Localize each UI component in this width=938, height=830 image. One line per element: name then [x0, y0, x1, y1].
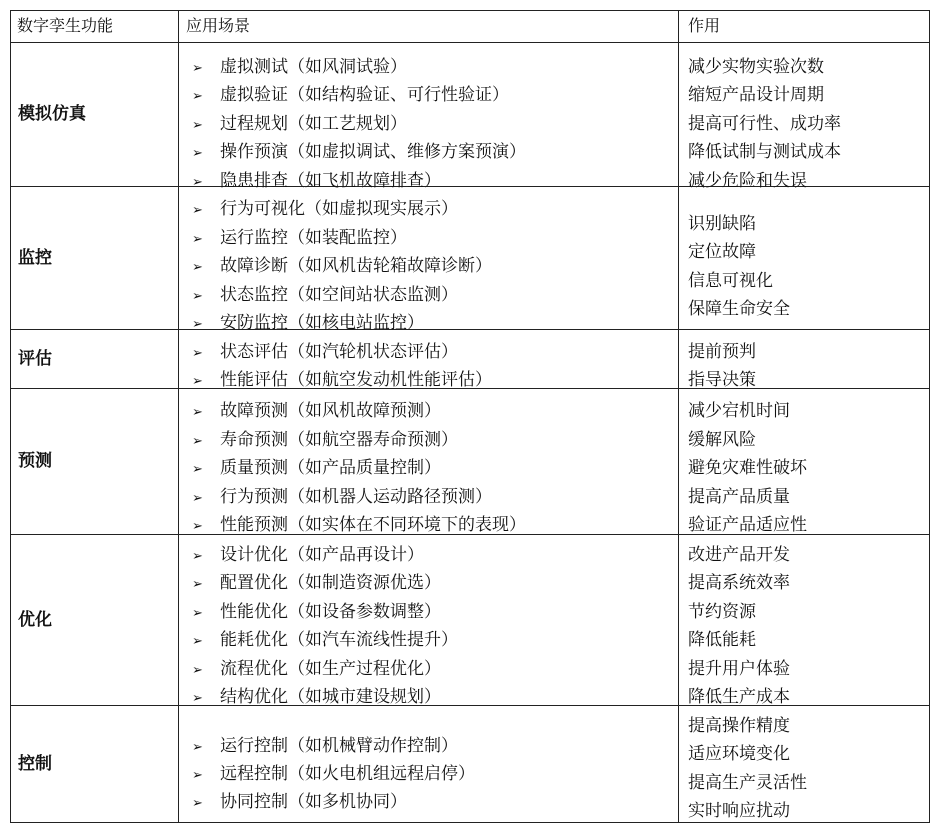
header-effect: 作用 [688, 16, 721, 35]
arrowhead-bullet-icon: ➢ [192, 663, 203, 678]
arrowhead-bullet-icon: ➢ [192, 146, 203, 161]
scenario-text: 性能优化（如设备参数调整） [220, 602, 441, 622]
arrowhead-bullet-icon: ➢ [192, 577, 203, 592]
function-cell: 评估 [18, 349, 52, 369]
effect-item: 节约资源 [688, 602, 756, 622]
scenario-text: 寿命预测（如航空器寿命预测） [220, 430, 458, 450]
arrowhead-bullet-icon: ➢ [192, 203, 203, 218]
function-cell: 模拟仿真 [18, 104, 86, 124]
scenario-item [192, 255, 492, 279]
effect-item: 避免灾难性破坏 [688, 458, 807, 478]
scenario-item [192, 341, 458, 365]
scenario-text: 隐患排查（如飞机故障排查） [220, 171, 441, 191]
scenario-item [192, 735, 458, 759]
arrowhead-bullet-icon: ➢ [192, 434, 203, 449]
digital-twin-table [10, 10, 930, 823]
arrowhead-bullet-icon: ➢ [192, 462, 203, 477]
effect-item: 验证产品适应性 [688, 515, 807, 535]
arrowhead-bullet-icon: ➢ [192, 374, 203, 389]
scenario-text: 虚拟验证（如结构验证、可行性验证） [220, 85, 509, 105]
arrowhead-bullet-icon: ➢ [192, 232, 203, 247]
scenario-text: 安防监控（如核电站监控） [220, 313, 424, 333]
table-border-left [10, 10, 11, 823]
scenario-item [192, 141, 526, 165]
effect-item: 定位故障 [688, 242, 756, 262]
header-function: 数字孪生功能 [17, 16, 114, 35]
function-cell: 优化 [18, 610, 52, 630]
scenario-text: 质量预测（如产品质量控制） [220, 458, 441, 478]
scenario-text: 远程控制（如火电机组远程启停） [220, 764, 475, 784]
arrowhead-bullet-icon: ➢ [192, 519, 203, 534]
scenario-item [192, 572, 441, 596]
arrowhead-bullet-icon: ➢ [192, 740, 203, 755]
scenario-item [192, 227, 407, 251]
arrowhead-bullet-icon: ➢ [192, 634, 203, 649]
scenario-text: 状态监控（如空间站状态监测） [220, 285, 458, 305]
effect-item: 提高操作精度 [688, 716, 790, 736]
scenario-text: 故障诊断（如风机齿轮箱故障诊断） [220, 256, 492, 276]
effect-item: 适应环境变化 [688, 744, 790, 764]
scenario-text: 协同控制（如多机协同） [220, 792, 407, 812]
effect-item: 降低试制与测试成本 [688, 142, 841, 162]
scenario-item [192, 429, 458, 453]
scenario-item [192, 284, 458, 308]
scenario-item [192, 544, 424, 568]
scenario-item [192, 763, 475, 787]
scenario-text: 操作预演（如虚拟调试、维修方案预演） [220, 142, 526, 162]
function-cell: 控制 [18, 754, 52, 774]
scenario-item [192, 658, 441, 682]
scenario-item [192, 686, 441, 710]
arrowhead-bullet-icon: ➢ [192, 317, 203, 332]
arrowhead-bullet-icon: ➢ [192, 606, 203, 621]
effect-item: 降低能耗 [688, 630, 756, 650]
arrowhead-bullet-icon: ➢ [192, 691, 203, 706]
scenario-item [192, 791, 407, 815]
table-border-top [10, 10, 930, 11]
scenario-text: 结构优化（如城市建设规划） [220, 687, 441, 707]
scenario-text: 运行监控（如装配监控） [220, 228, 407, 248]
scenario-item [192, 198, 458, 222]
table-border-right [929, 10, 930, 823]
scenario-item [192, 601, 441, 625]
arrowhead-bullet-icon: ➢ [192, 175, 203, 190]
arrowhead-bullet-icon: ➢ [192, 118, 203, 133]
effect-item: 提高可行性、成功率 [688, 114, 841, 134]
scenario-text: 设计优化（如产品再设计） [220, 545, 424, 565]
column-divider [178, 10, 179, 823]
scenario-item [192, 170, 441, 194]
column-divider [678, 10, 679, 823]
scenario-text: 状态评估（如汽轮机状态评估） [220, 342, 458, 362]
effect-item: 实时响应扰动 [688, 801, 790, 821]
function-cell: 预测 [18, 451, 52, 471]
arrowhead-bullet-icon: ➢ [192, 768, 203, 783]
header-scenario: 应用场景 [186, 16, 251, 35]
scenario-item [192, 113, 407, 137]
scenario-text: 虚拟测试（如风洞试验） [220, 57, 407, 77]
effect-item: 提高系统效率 [688, 573, 790, 593]
scenario-text: 运行控制（如机械臂动作控制） [220, 736, 458, 756]
arrowhead-bullet-icon: ➢ [192, 61, 203, 76]
scenario-item [192, 84, 509, 108]
scenario-text: 性能评估（如航空发动机性能评估） [220, 370, 492, 390]
scenario-text: 配置优化（如制造资源优选） [220, 573, 441, 593]
arrowhead-bullet-icon: ➢ [192, 405, 203, 420]
scenario-item [192, 369, 492, 393]
table-border-bottom [10, 822, 930, 823]
scenario-item [192, 56, 407, 80]
effect-item: 缩短产品设计周期 [688, 85, 824, 105]
scenario-text: 行为预测（如机器人运动路径预测） [220, 487, 492, 507]
effect-item: 减少实物实验次数 [688, 57, 824, 77]
arrowhead-bullet-icon: ➢ [192, 289, 203, 304]
effect-item: 识别缺陷 [688, 214, 756, 234]
effect-item: 保障生命安全 [688, 299, 790, 319]
arrowhead-bullet-icon: ➢ [192, 549, 203, 564]
scenario-text: 行为可视化（如虚拟现实展示） [220, 199, 458, 219]
arrowhead-bullet-icon: ➢ [192, 260, 203, 275]
effect-item: 降低生产成本 [688, 687, 790, 707]
scenario-text: 能耗优化（如汽车流线性提升） [220, 630, 458, 650]
scenario-item [192, 400, 441, 424]
effect-item: 改进产品开发 [688, 545, 790, 565]
arrowhead-bullet-icon: ➢ [192, 796, 203, 811]
arrowhead-bullet-icon: ➢ [192, 89, 203, 104]
scenario-item [192, 629, 458, 653]
row-divider [10, 705, 930, 706]
scenario-item [192, 312, 424, 336]
scenario-text: 流程优化（如生产过程优化） [220, 659, 441, 679]
effect-item: 信息可视化 [688, 271, 773, 291]
effect-item: 提前预判 [688, 342, 756, 362]
scenario-text: 故障预测（如风机故障预测） [220, 401, 441, 421]
effect-item: 指导决策 [688, 370, 756, 390]
arrowhead-bullet-icon: ➢ [192, 346, 203, 361]
header-divider [10, 42, 930, 43]
effect-item: 提高生产灵活性 [688, 773, 807, 793]
row-divider [10, 329, 930, 330]
effect-item: 减少危险和失误 [688, 171, 807, 191]
scenario-text: 过程规划（如工艺规划） [220, 114, 407, 134]
effect-item: 提升用户体验 [688, 659, 790, 679]
scenario-item [192, 486, 492, 510]
scenario-item [192, 457, 441, 481]
function-cell: 监控 [18, 248, 52, 268]
effect-item: 提高产品质量 [688, 487, 790, 507]
effect-item: 减少宕机时间 [688, 401, 790, 421]
arrowhead-bullet-icon: ➢ [192, 491, 203, 506]
scenario-item [192, 514, 526, 538]
scenario-text: 性能预测（如实体在不同环境下的表现） [220, 515, 526, 535]
effect-item: 缓解风险 [688, 430, 756, 450]
